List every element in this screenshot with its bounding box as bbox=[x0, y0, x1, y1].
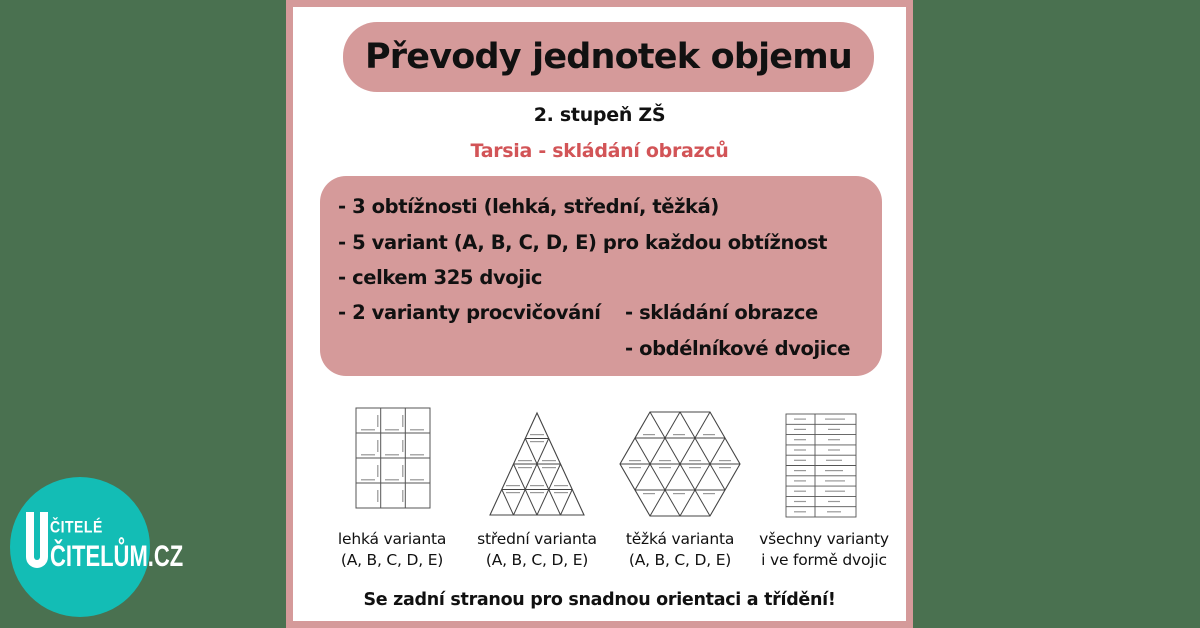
feature-sub-item: - obdélníkové dvojice bbox=[625, 337, 851, 360]
variant-label: střední varianta bbox=[477, 530, 597, 548]
ucitele-ucitelum-logo bbox=[10, 477, 184, 617]
variant-options: (A, B, C, D, E) bbox=[485, 551, 589, 569]
variant-label: lehká varianta bbox=[337, 530, 447, 548]
variant-pairs bbox=[749, 403, 899, 571]
product-card bbox=[286, 0, 913, 628]
variant-options: (A, B, C, D, E) bbox=[628, 551, 732, 569]
footer-note: Se zadní stranou pro snadnou orientaci a třídění! bbox=[363, 590, 836, 610]
variant-easy bbox=[317, 403, 467, 571]
rectangle-grid-thumbnail bbox=[317, 403, 467, 523]
feature-item: - celkem 325 dvojic bbox=[338, 266, 543, 289]
tagline: Tarsia - skládání obrazců bbox=[470, 140, 729, 162]
logo-top-text: ČITELÉ bbox=[50, 517, 103, 537]
title-banner bbox=[343, 22, 874, 92]
triangle-puzzle-thumbnail bbox=[462, 403, 612, 523]
variant-label: těžká varianta bbox=[625, 530, 735, 548]
logo-bottom-text: ČITELŮM.CZ bbox=[50, 539, 184, 573]
page-title: Převody jednotek objemu bbox=[364, 37, 853, 77]
variant-hard bbox=[605, 403, 755, 571]
variant-label: všechny varianty bbox=[759, 530, 889, 548]
logo-u-letter-icon bbox=[26, 512, 48, 568]
feature-item: - 3 obtížnosti (lehká, střední, těžká) bbox=[338, 195, 719, 218]
variant-options: i ve formě dvojic bbox=[761, 551, 887, 569]
features-box bbox=[320, 176, 882, 376]
variant-options: (A, B, C, D, E) bbox=[340, 551, 444, 569]
feature-item: - 5 variant (A, B, C, D, E) pro každou obtížnost bbox=[338, 231, 828, 254]
feature-sub-item: - skládání obrazce bbox=[625, 301, 818, 324]
feature-item: - 2 varianty procvičování bbox=[338, 301, 601, 324]
hexagon-puzzle-thumbnail bbox=[605, 403, 755, 523]
variant-medium bbox=[462, 403, 612, 571]
subtitle: 2. stupeň ZŠ bbox=[533, 104, 666, 126]
pairs-table-thumbnail bbox=[749, 403, 899, 523]
